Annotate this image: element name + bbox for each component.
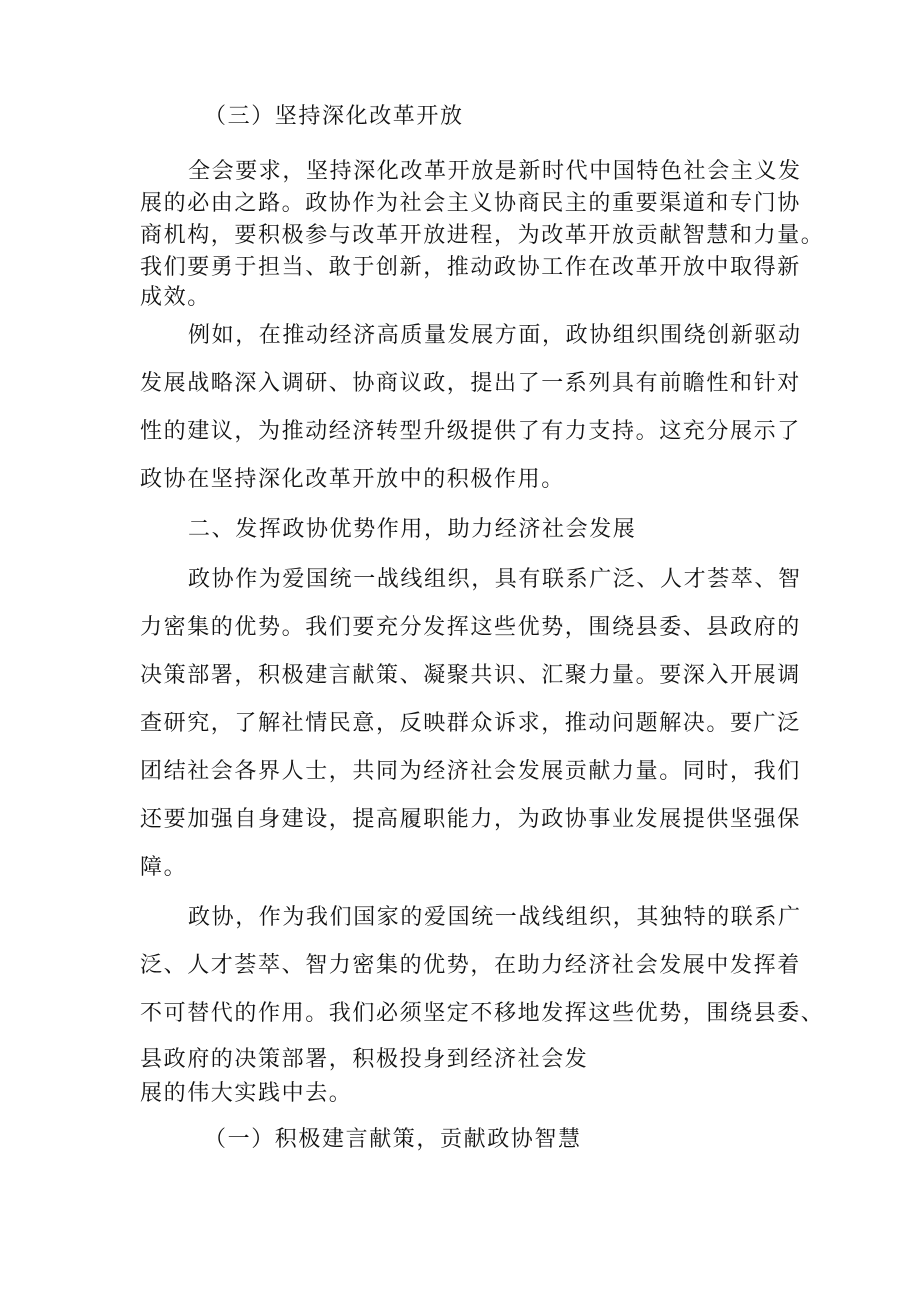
paragraph-line: 政协在坚持深化改革开放中的积极作用。 (140, 467, 565, 492)
section-heading-one: （一）积极建言献策，贡献政协智慧 (204, 1127, 582, 1152)
paragraph-line: 发展战略深入调研、协商议政，提出了一系列具有前瞻性和针对 (140, 371, 801, 396)
paragraph-line: 不可替代的作用。我们必须坚定不移地发挥这些优势，围绕县委、 (140, 1001, 825, 1026)
paragraph-line: 例如，在推动经济高质量发展方面，政协组织围绕创新驱动 (188, 323, 802, 348)
paragraph-line: 障。 (140, 855, 188, 880)
paragraph-line: 成效。 (140, 285, 211, 310)
paragraph-line: 力密集的优势。我们要充分发挥这些优势，围绕县委、县政府的 (140, 615, 801, 640)
paragraph-line: 全会要求，坚持深化改革开放是新时代中国特色社会主义发 (188, 159, 802, 184)
paragraph-line: 政协，作为我们国家的爱国统一战线组织，其独特的联系广 (188, 905, 802, 930)
section-heading-two: 二、发挥政协优势作用，助力经济社会发展 (188, 517, 637, 542)
paragraph-line: 商机构，要积极参与改革开放进程，为改革开放贡献智慧和力量。 (140, 223, 825, 248)
paragraph-line: 团结社会各界人士，共同为经济社会发展贡献力量。同时，我们 (140, 759, 801, 784)
paragraph-line: 还要加强自身建设，提高履职能力，为政协事业发展提供坚强保 (140, 807, 801, 832)
paragraph-line: 展的伟大实践中去。 (140, 1081, 353, 1106)
paragraph-line: 泛、人才荟萃、智力密集的优势，在助力经济社会发展中发挥着 (140, 953, 801, 978)
paragraph-line: 决策部署，积极建言献策、凝聚共识、汇聚力量。要深入开展调 (140, 663, 801, 688)
paragraph-line: 县政府的决策部署，积极投身到经济社会发 (140, 1047, 589, 1072)
paragraph-line: 展的必由之路。政协作为社会主义协商民主的重要渠道和专门协 (140, 191, 801, 216)
paragraph-line: 查研究，了解社情民意，反映群众诉求，推动问题解决。要广泛 (140, 711, 801, 736)
paragraph-line: 性的建议，为推动经济转型升级提供了有力支持。这充分展示了 (140, 419, 801, 444)
paragraph-line: 政协作为爱国统一战线组织，具有联系广泛、人才荟萃、智 (188, 567, 802, 592)
paragraph-line: 我们要勇于担当、敢于创新，推动政协工作在改革开放中取得新 (140, 255, 801, 280)
section-heading-three: （三）坚持深化改革开放 (204, 104, 464, 129)
